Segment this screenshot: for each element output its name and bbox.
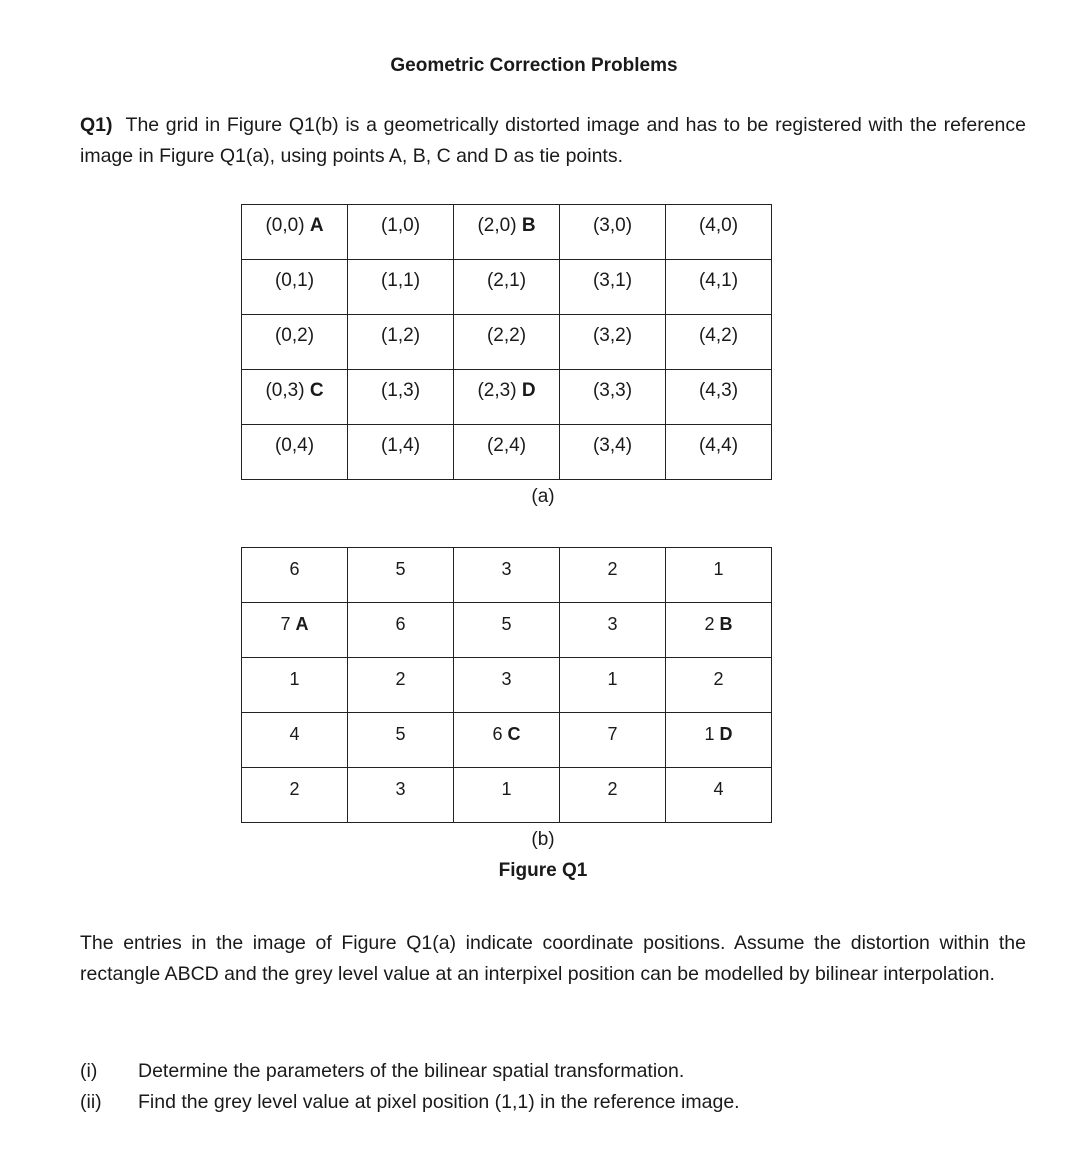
grid-cell (666, 205, 772, 260)
grid-cell (454, 548, 560, 603)
grid-cell (348, 205, 454, 260)
cell-value: 7 (607, 723, 618, 744)
tie-point-label: A (309, 215, 324, 236)
task-list (80, 1056, 740, 1118)
figure-b-caption: (b) (531, 829, 555, 850)
figure-label: Figure Q1 (498, 860, 588, 881)
grid-cell (454, 205, 560, 260)
cell-value: 4 (713, 778, 724, 799)
cell-value: 3 (395, 778, 406, 799)
grid-row (242, 315, 772, 370)
cell-value: (3,4) (592, 435, 633, 456)
cell-value: (4,3) (698, 380, 739, 401)
grid-cell (666, 603, 772, 658)
grid-cell (454, 425, 560, 480)
grid-cell (454, 603, 560, 658)
grid-cell (454, 713, 560, 768)
grid-cell (242, 315, 348, 370)
grid-cell (666, 548, 772, 603)
tie-point-label: D (719, 723, 733, 744)
grid-cell (242, 548, 348, 603)
figure-a-grid (241, 204, 772, 480)
cell-value: (1,2) (380, 325, 421, 346)
cell-value: (2,2) (486, 325, 527, 346)
cell-value: (0,0) (265, 215, 305, 236)
grid-cell (242, 260, 348, 315)
cell-value: (4,2) (698, 325, 739, 346)
cell-value: 6 (395, 613, 406, 634)
grid-cell (454, 658, 560, 713)
cell-value: 1 (501, 778, 512, 799)
cell-value: (2,0) (477, 215, 517, 236)
cell-value: (1,3) (380, 380, 421, 401)
cell-value: (1,1) (380, 270, 421, 291)
cell-value: 5 (501, 613, 512, 634)
grid-row (242, 205, 772, 260)
tie-point-label: D (521, 380, 536, 401)
cell-value: 3 (501, 668, 512, 689)
grid-cell (454, 315, 560, 370)
figure-a-caption: (a) (531, 486, 555, 507)
cell-value: (0,1) (274, 270, 315, 291)
grid-cell (454, 260, 560, 315)
grid-cell (454, 370, 560, 425)
task-text: Determine the parameters of the bilinear spatial transformation. (138, 1060, 685, 1082)
question-text (80, 110, 1026, 172)
cell-value: (4,0) (698, 215, 739, 236)
cell-value: 2 (395, 668, 406, 689)
cell-value: 6 (289, 558, 300, 579)
grid-cell (348, 713, 454, 768)
grid-row (242, 658, 772, 713)
grid-row (242, 768, 772, 823)
cell-value: 7 (280, 613, 291, 634)
grid-cell (242, 370, 348, 425)
grid-cell (560, 548, 666, 603)
assumption-paragraph: The entries in the image of Figure Q1(a) indicate coordinate positions. Assume the distortion within the rectangle ABCD and the grey level value at an interpixel position can be modelled by bilinear interpolation. (80, 932, 1026, 985)
task-text: Find the grey level value at pixel position (1,1) in the reference image. (138, 1091, 740, 1113)
cell-value: (4,1) (698, 270, 739, 291)
grid-cell (560, 425, 666, 480)
grid-cell (560, 603, 666, 658)
cell-value: (0,2) (274, 325, 315, 346)
grid-cell (348, 425, 454, 480)
grid-cell (242, 603, 348, 658)
cell-value: 3 (501, 558, 512, 579)
cell-value: (4,4) (698, 435, 739, 456)
cell-value: 5 (395, 723, 406, 744)
grid-cell (242, 658, 348, 713)
cell-value: 2 (704, 613, 715, 634)
grid-cell (666, 768, 772, 823)
cell-value: (3,0) (592, 215, 633, 236)
task-item (80, 1087, 740, 1118)
cell-value: 1 (607, 668, 618, 689)
grid-cell (454, 768, 560, 823)
grid-row (242, 603, 772, 658)
grid-cell (348, 658, 454, 713)
page-title: Geometric Correction Problems (390, 55, 678, 76)
grid-cell (348, 603, 454, 658)
cell-value: 2 (289, 778, 300, 799)
grid-cell (666, 315, 772, 370)
grid-row (242, 425, 772, 480)
tie-point-label: B (719, 613, 733, 634)
grid-cell (560, 713, 666, 768)
grid-cell (560, 315, 666, 370)
grid-cell (348, 548, 454, 603)
grid-cell (560, 370, 666, 425)
task-number: (ii) (80, 1091, 102, 1113)
grid-row (242, 370, 772, 425)
grid-cell (666, 713, 772, 768)
cell-value: (1,4) (380, 435, 421, 456)
cell-value: 1 (704, 723, 715, 744)
cell-value: 2 (713, 668, 724, 689)
grid-cell (666, 260, 772, 315)
tie-point-label: B (521, 215, 536, 236)
tie-point-label: A (295, 613, 309, 634)
cell-value: 5 (395, 558, 406, 579)
tie-point-label: C (507, 723, 521, 744)
task-item (80, 1056, 740, 1087)
grid-row (242, 713, 772, 768)
cell-value: (3,3) (592, 380, 633, 401)
cell-value: 6 (492, 723, 503, 744)
cell-value: 3 (607, 613, 618, 634)
cell-value: 1 (713, 558, 724, 579)
cell-value: (0,3) (265, 380, 305, 401)
task-number: (i) (80, 1060, 98, 1082)
cell-value: (1,0) (380, 215, 421, 236)
cell-value: (2,1) (486, 270, 527, 291)
grid-row (242, 260, 772, 315)
cell-value: (3,2) (592, 325, 633, 346)
cell-value: (2,3) (477, 380, 517, 401)
grid-cell (666, 425, 772, 480)
grid-cell (560, 205, 666, 260)
grid-cell (348, 768, 454, 823)
cell-value: 1 (289, 668, 300, 689)
grid-cell (560, 768, 666, 823)
tie-point-label: C (309, 380, 324, 401)
grid-row (242, 548, 772, 603)
cell-value: (3,1) (592, 270, 633, 291)
cell-value: (0,4) (274, 435, 315, 456)
grid-cell (242, 205, 348, 260)
cell-value: 4 (289, 723, 300, 744)
cell-value: 2 (607, 558, 618, 579)
grid-cell (560, 260, 666, 315)
grid-cell (666, 658, 772, 713)
question-number: Q1) (80, 114, 113, 136)
grid-cell (666, 370, 772, 425)
grid-cell (242, 768, 348, 823)
grid-cell (348, 315, 454, 370)
grid-cell (242, 713, 348, 768)
cell-value: (2,4) (486, 435, 527, 456)
grid-cell (348, 370, 454, 425)
figure-b-grid (241, 547, 772, 823)
grid-cell (560, 658, 666, 713)
question-body: The grid in Figure Q1(b) is a geometrically distorted image and has to be registered with the reference image in Figure Q1(a), using points A, B, C and D as tie points. (80, 114, 1027, 167)
cell-value: 2 (607, 778, 618, 799)
grid-cell (242, 425, 348, 480)
grid-cell (348, 260, 454, 315)
